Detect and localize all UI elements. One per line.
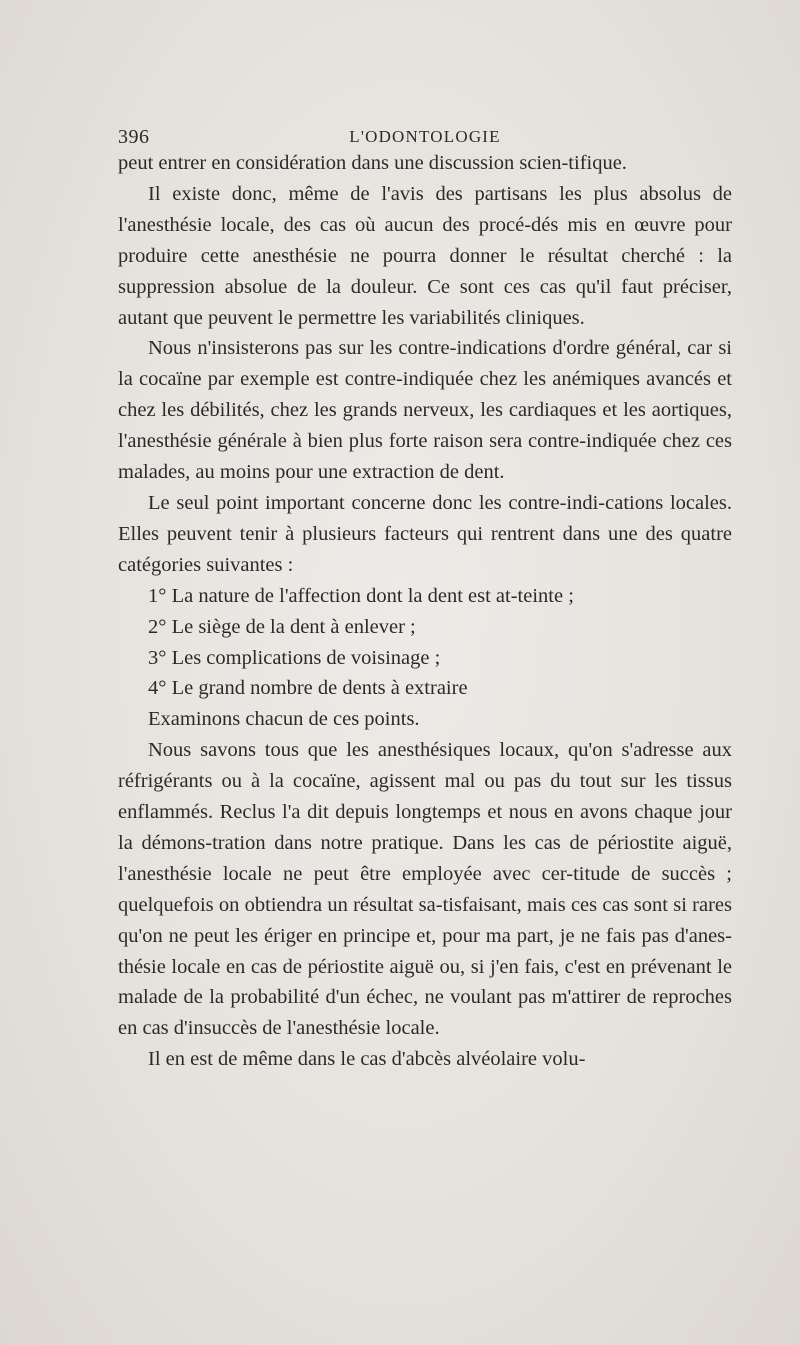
paragraph: Le seul point important concerne donc les contre-indi-cations locales. Elles peuvent tenir à plusieurs facteurs qui rentrent dans une des quatre catégories suivantes :: [118, 491, 732, 576]
paragraph: Il existe donc, même de l'avis des partisans les plus absolus de l'anesthésie locale, des cas où aucun des procé-dés mis en œuvre pour produire cette anesthésie ne pourra donner le résultat cherché : la suppression absolue de la douleur. Ce sont ces cas qu'il faut préciser, autant que peuvent le permettre les variabilités cliniques.: [118, 182, 732, 329]
paragraph: Nous n'insisterons pas sur les contre-indications d'ordre général, car si la cocaïne par exemple est contre-indiquée chez les anémiques avancés et chez les débilités, chez les grands nerveux, les cardiaques et les aortiques, l'anesthésie générale à bien plus forte raison sera contre-indiquée chez ces malades, au moins pour une extraction de dent.: [118, 337, 732, 484]
paragraph: Examinons chacun de ces points.: [148, 708, 420, 731]
list-item: 4° Le grand nombre de dents à extraire: [148, 677, 468, 700]
running-head: [118, 122, 732, 152]
list-item: 2° Le siège de la dent à enlever ;: [148, 615, 416, 638]
list-item: 1° La nature de l'affection dont la dent est at-teinte ;: [148, 584, 574, 607]
list-item: 3° Les complications de voisinage ;: [148, 646, 441, 669]
paragraph: Nous savons tous que les anesthésiques locaux, qu'on s'adresse aux réfrigérants ou à la cocaïne, agissent mal ou pas du tout sur les tissus enflammés. Reclus l'a dit depuis longtemps et nous en avons chaque jour la démons-tration dans notre pratique. Dans les cas de périostite aiguë, l'anesthésie locale ne peut être employée avec cer-titude de succès ; quelquefois on obtiendra un résultat sa-tisfaisant, mais ces cas sont si rares qu'on ne peut les ériger en principe et, pour ma part, je ne fais pas d'anes-thésie locale en cas de périostite aiguë ou, si j'en fais, c'est en prévenant le malade de la probabilité d'un échec, ne voulant pas m'attirer de reproches en cas d'insuccès de l'anesthésie locale.: [118, 739, 732, 1040]
document-page: [118, 122, 732, 1075]
paragraph: Il en est de même dans le cas d'abcès alvéolaire volu-: [148, 1048, 586, 1071]
running-title: L'ODONTOLOGIE: [349, 127, 501, 146]
paragraph-continuation: peut entrer en considération dans une discussion scien-tifique.: [118, 152, 627, 174]
body-text: [118, 148, 732, 1075]
page-number: 396: [118, 126, 150, 148]
